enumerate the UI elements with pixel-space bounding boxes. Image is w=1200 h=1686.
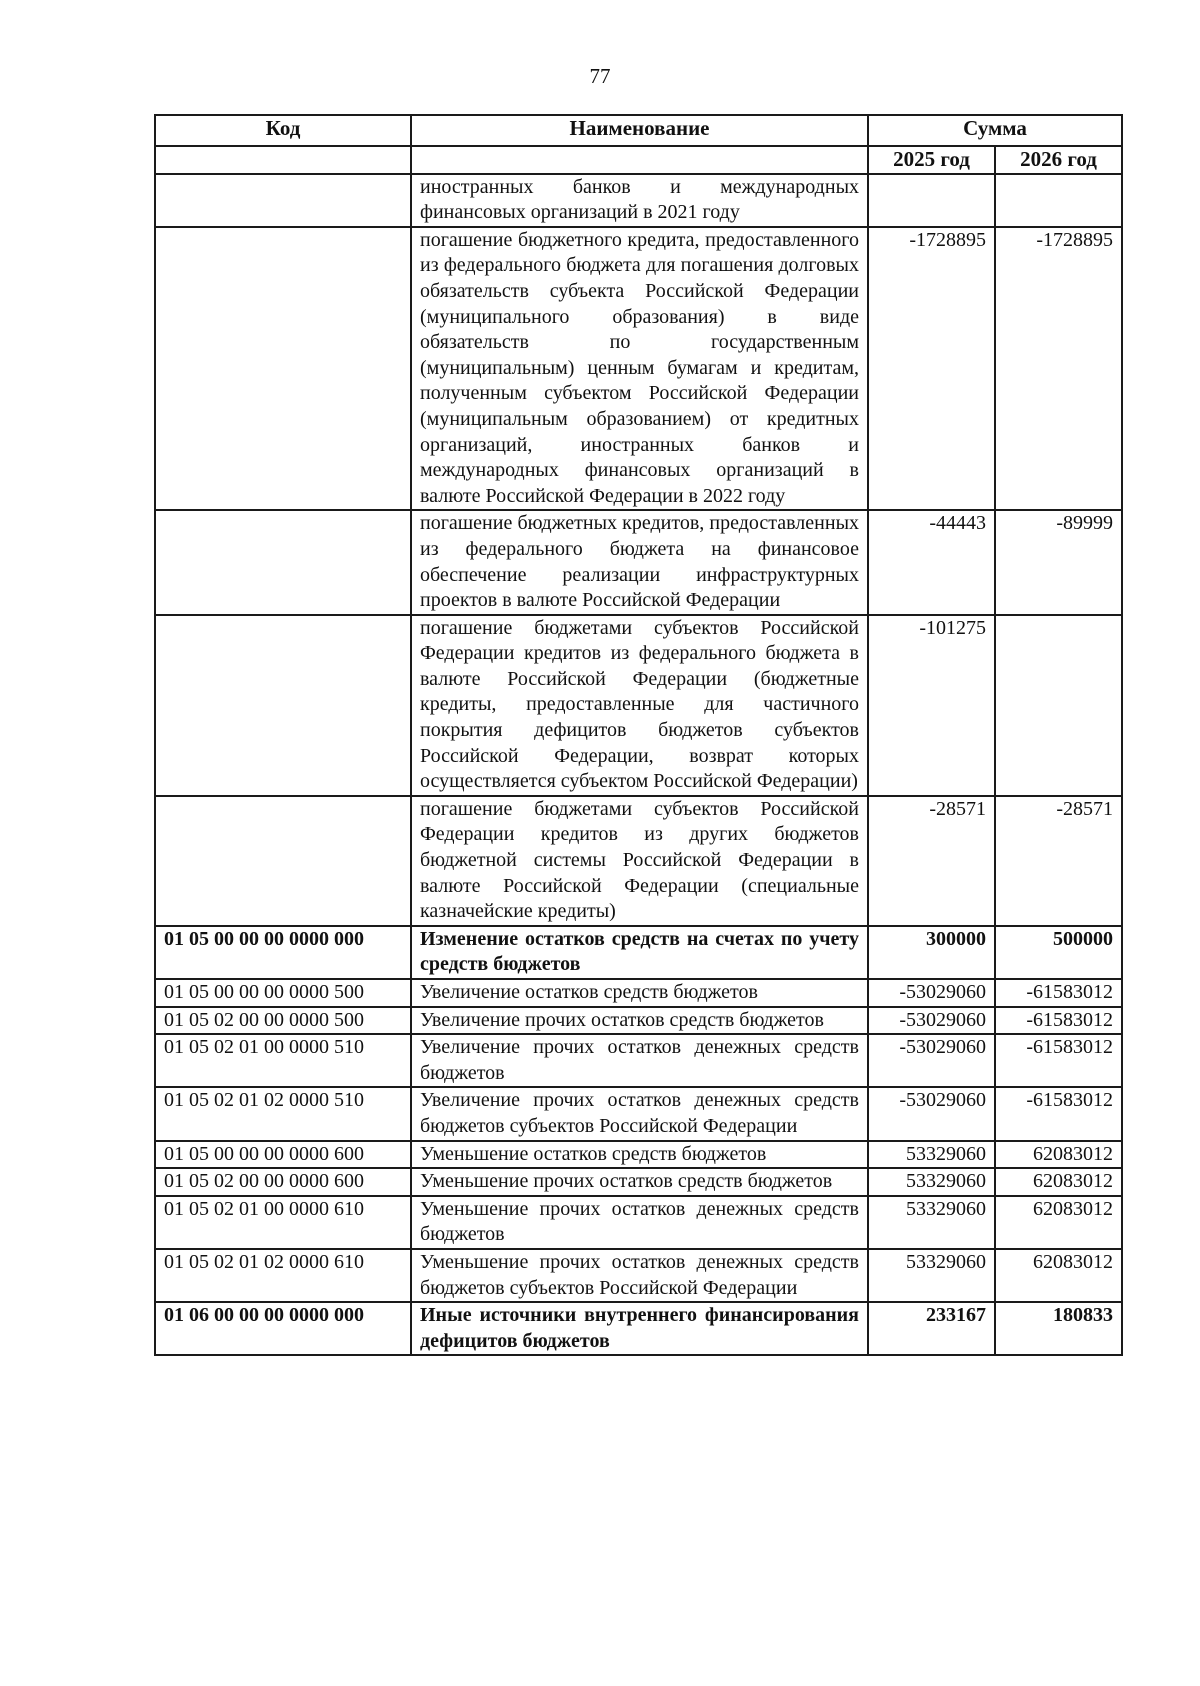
row-value-2026: -61583012 (995, 979, 1122, 1007)
row-code: 01 05 02 01 00 0000 610 (155, 1196, 411, 1249)
row-value-2025 (868, 174, 995, 227)
row-code: 01 05 00 00 00 0000 500 (155, 979, 411, 1007)
row-value-2025: -53029060 (868, 1087, 995, 1140)
row-value-2026: -61583012 (995, 1087, 1122, 1140)
row-code (155, 227, 411, 511)
header-years-row (155, 146, 1122, 174)
table-row (155, 1168, 1122, 1196)
header-name: Наименование (411, 115, 868, 146)
row-name: Уменьшение прочих остатков средств бюджетов (411, 1168, 868, 1196)
row-code (155, 796, 411, 926)
row-value-2026 (995, 615, 1122, 796)
row-value-2025: 233167 (868, 1302, 995, 1355)
row-name: Иные источники внутреннего финансирования дефицитов бюджетов (411, 1302, 868, 1355)
row-code: 01 05 02 00 00 0000 600 (155, 1168, 411, 1196)
row-value-2025: -28571 (868, 796, 995, 926)
row-name: Увеличение прочих остатков денежных средств бюджетов (411, 1034, 868, 1087)
row-value-2025: -53029060 (868, 979, 995, 1007)
row-value-2025: 53329060 (868, 1196, 995, 1249)
row-value-2025: 53329060 (868, 1168, 995, 1196)
header-row (155, 115, 1122, 146)
row-code: 01 05 02 00 00 0000 500 (155, 1007, 411, 1035)
table-row (155, 227, 1122, 511)
row-value-2026 (995, 174, 1122, 227)
row-value-2026: 62083012 (995, 1249, 1122, 1302)
page-number: 77 (589, 64, 611, 88)
row-name: Увеличение прочих остатков средств бюджетов (411, 1007, 868, 1035)
header-empty-name (411, 146, 868, 174)
table-row (155, 1007, 1122, 1035)
row-name: погашение бюджетного кредита, предоставленного из федерального бюджета для погашения долговых обязательств субъекта Российской Федерации (муниципального образования) в виде обязательств по государственным (муниципальным) ценным бумагам и кредитам, полученным субъектом Российской Федерации (муниципальным образованием) от кредитных организаций, иностранных банков и международных финансовых организаций в валюте Российской Федерации в 2022 году (411, 227, 868, 511)
row-code: 01 05 02 01 00 0000 510 (155, 1034, 411, 1087)
row-value-2026: 62083012 (995, 1168, 1122, 1196)
table-row (155, 926, 1122, 979)
table-row (155, 1087, 1122, 1140)
row-name: Уменьшение остатков средств бюджетов (411, 1141, 868, 1169)
table-row (155, 510, 1122, 614)
row-code: 01 05 02 01 02 0000 610 (155, 1249, 411, 1302)
row-value-2025: -44443 (868, 510, 995, 614)
table-row (155, 1196, 1122, 1249)
row-value-2026: -28571 (995, 796, 1122, 926)
row-name: Увеличение прочих остатков денежных средств бюджетов субъектов Российской Федерации (411, 1087, 868, 1140)
table-row (155, 796, 1122, 926)
row-value-2026: -89999 (995, 510, 1122, 614)
row-name: погашение бюджетами субъектов Российской Федерации кредитов из федерального бюджета в валюте Российской Федерации (бюджетные кредиты, предоставленные для частичного покрытия дефицитов бюджетов субъектов Российской Федерации, возврат которых осуществляется субъектом Российской Федерации) (411, 615, 868, 796)
budget-sources-table (154, 114, 1123, 1356)
row-code: 01 05 00 00 00 0000 000 (155, 926, 411, 979)
row-code (155, 174, 411, 227)
row-value-2025: 53329060 (868, 1249, 995, 1302)
table-row (155, 1141, 1122, 1169)
row-value-2026: 62083012 (995, 1141, 1122, 1169)
table-row (155, 615, 1122, 796)
row-code: 01 06 00 00 00 0000 000 (155, 1302, 411, 1355)
row-name: Увеличение остатков средств бюджетов (411, 979, 868, 1007)
table-row (155, 1249, 1122, 1302)
row-value-2026: -61583012 (995, 1007, 1122, 1035)
header-year-2025: 2025 год (868, 146, 995, 174)
header-code: Код (155, 115, 411, 146)
row-name: погашение бюджетами субъектов Российской Федерации кредитов из других бюджетов бюджетной системы Российской Федерации в валюте Российской Федерации (специальные казначейские кредиты) (411, 796, 868, 926)
header-empty-code (155, 146, 411, 174)
row-name: погашение бюджетных кредитов, предоставленных из федерального бюджета на финансовое обеспечение реализации инфраструктурных проектов в валюте Российской Федерации (411, 510, 868, 614)
table-row (155, 979, 1122, 1007)
row-value-2025: -53029060 (868, 1007, 995, 1035)
table-body (155, 115, 1122, 1355)
row-value-2026: -61583012 (995, 1034, 1122, 1087)
row-value-2026: 500000 (995, 926, 1122, 979)
header-sum: Сумма (868, 115, 1122, 146)
row-value-2026: 62083012 (995, 1196, 1122, 1249)
table-row (155, 1302, 1122, 1355)
table-row (155, 174, 1122, 227)
row-name: Уменьшение прочих остатков денежных средств бюджетов субъектов Российской Федерации (411, 1249, 868, 1302)
row-name: Уменьшение прочих остатков денежных средств бюджетов (411, 1196, 868, 1249)
row-value-2026: 180833 (995, 1302, 1122, 1355)
row-value-2026: -1728895 (995, 227, 1122, 511)
header-year-2026: 2026 год (995, 146, 1122, 174)
row-value-2025: 53329060 (868, 1141, 995, 1169)
row-code: 01 05 00 00 00 0000 600 (155, 1141, 411, 1169)
row-value-2025: -53029060 (868, 1034, 995, 1087)
row-value-2025: 300000 (868, 926, 995, 979)
row-code (155, 615, 411, 796)
row-code (155, 510, 411, 614)
row-code: 01 05 02 01 02 0000 510 (155, 1087, 411, 1140)
row-name: иностранных банков и международных финансовых организаций в 2021 году (411, 174, 868, 227)
table-row (155, 1034, 1122, 1087)
row-name: Изменение остатков средств на счетах по учету средств бюджетов (411, 926, 868, 979)
row-value-2025: -101275 (868, 615, 995, 796)
row-value-2025: -1728895 (868, 227, 995, 511)
